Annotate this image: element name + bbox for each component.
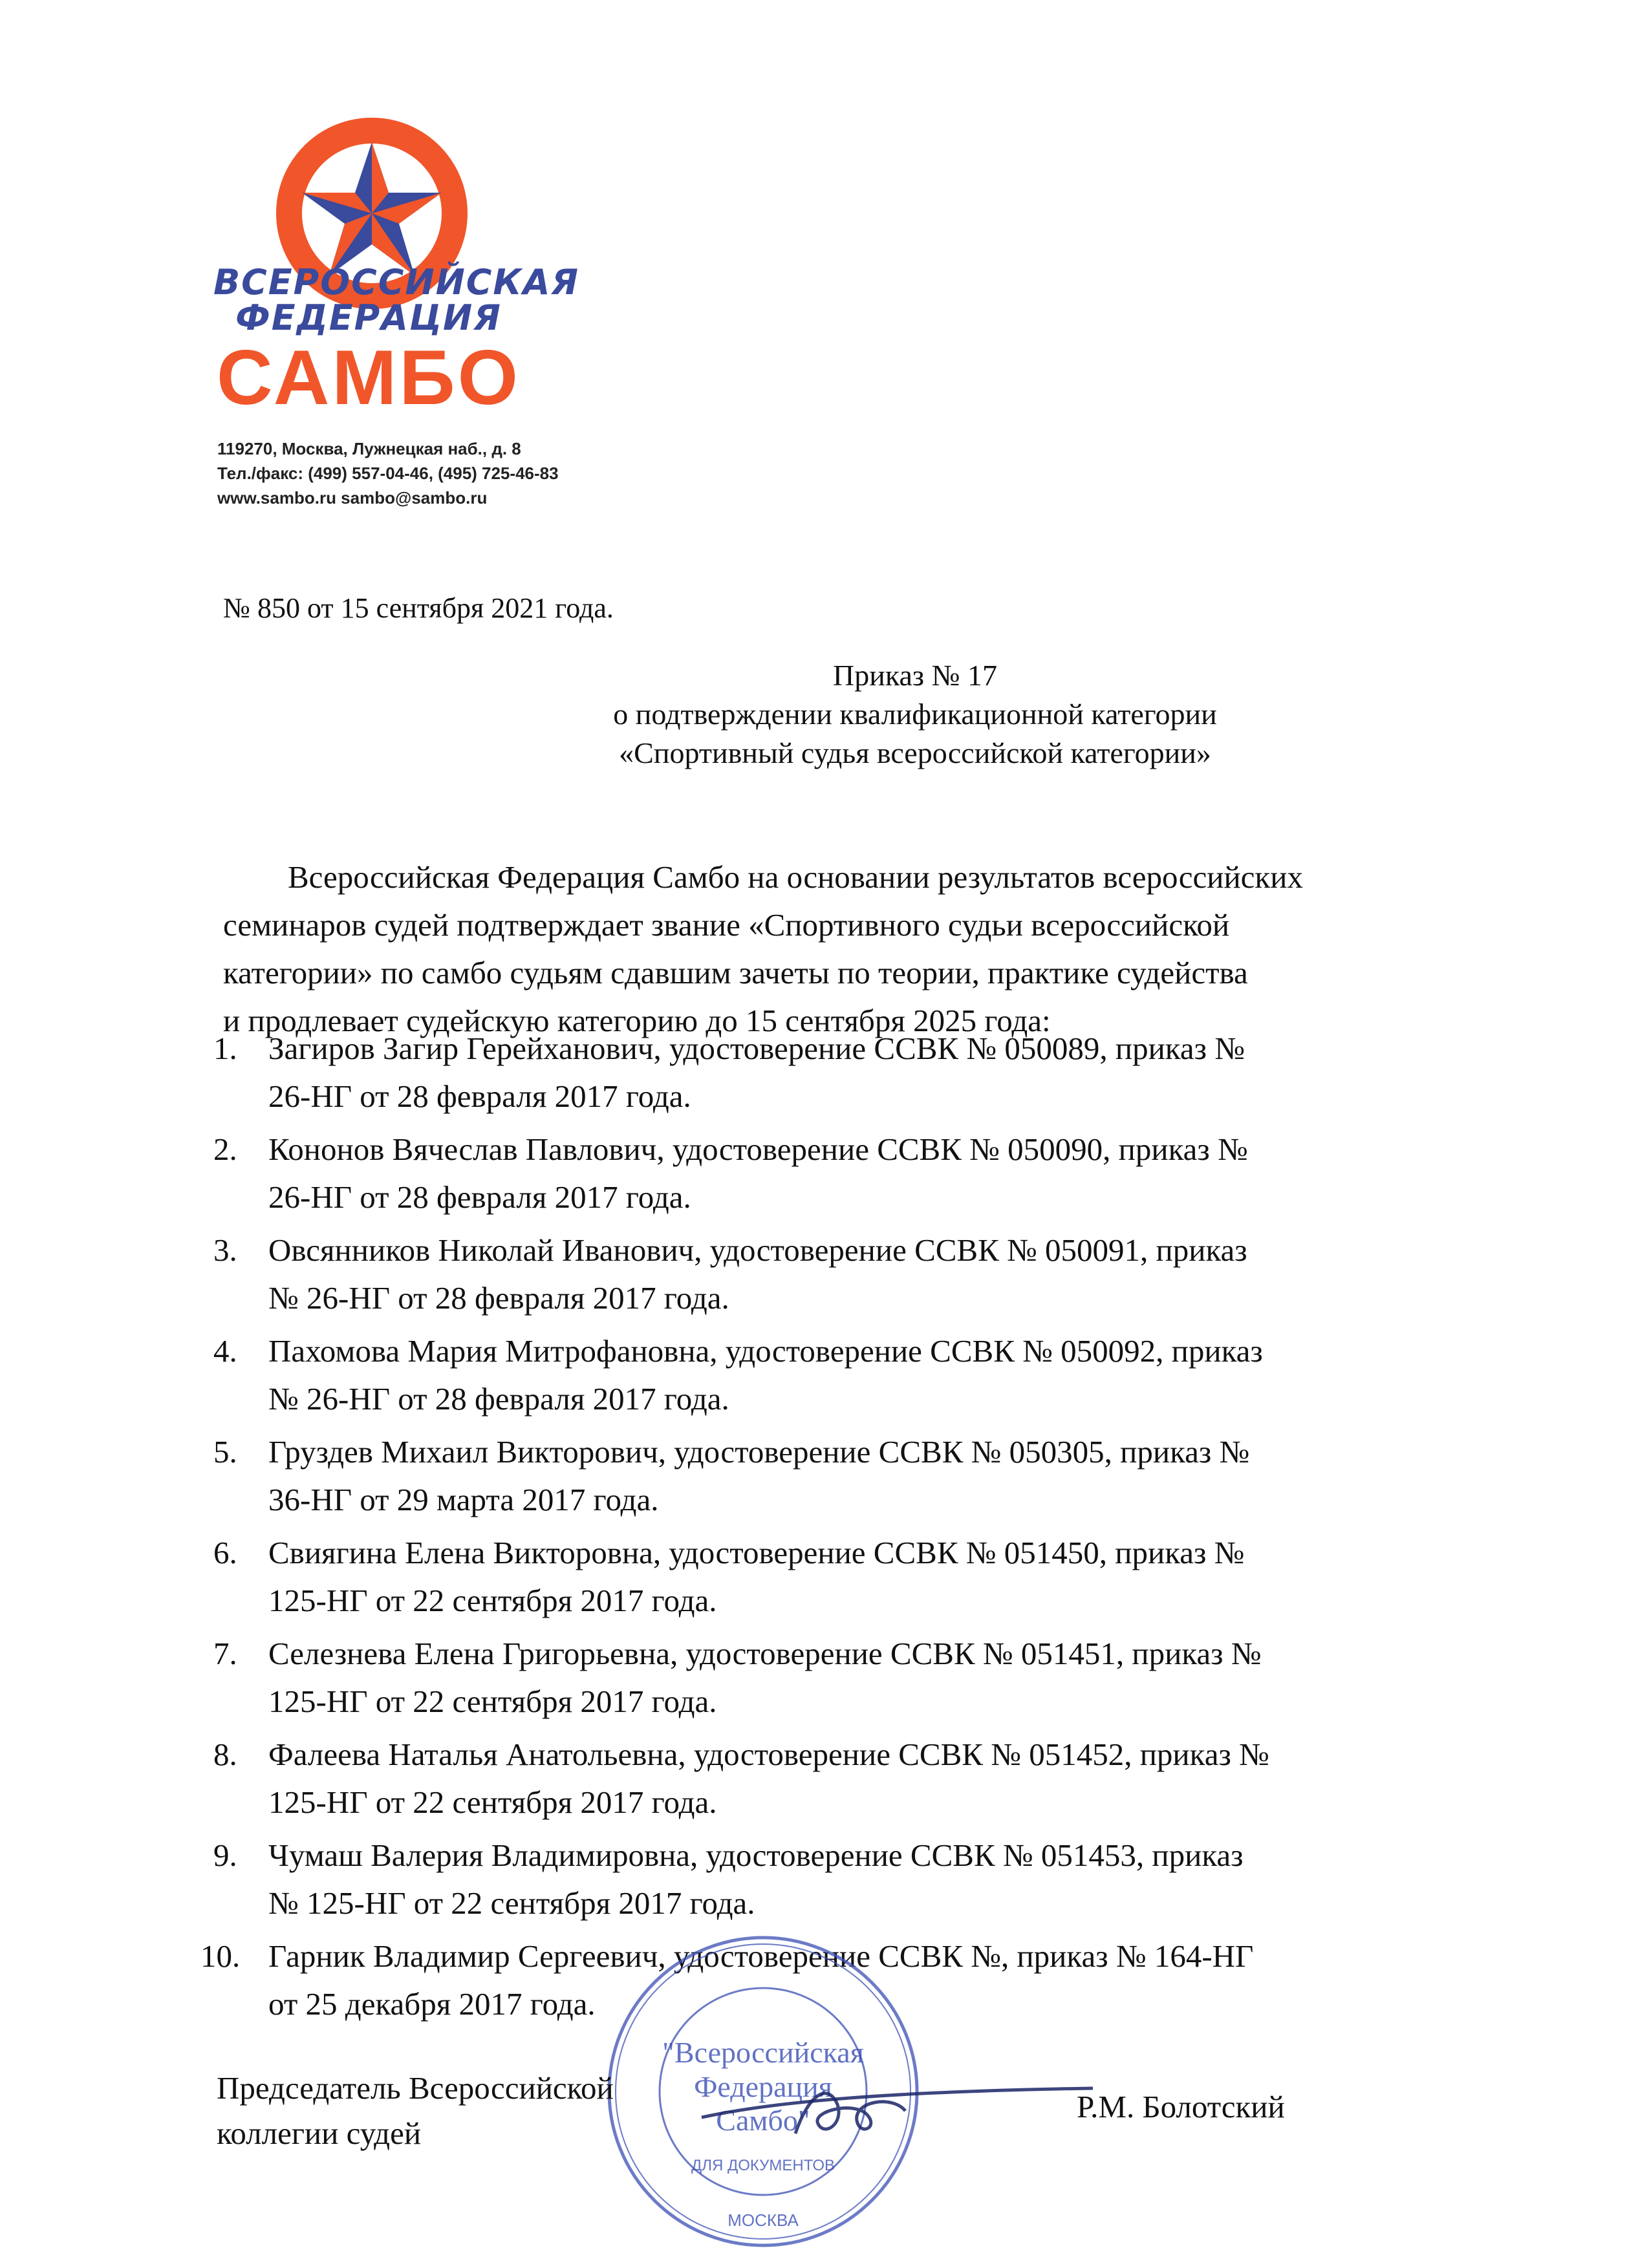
list-item <box>207 1327 1494 1428</box>
order-subject-2: «Спортивный судья всероссийской категории» <box>619 736 1211 769</box>
list-item <box>207 1226 1494 1327</box>
web-email: www.sambo.ru sambo@sambo.ru <box>217 488 488 508</box>
item-number: 5. <box>213 1434 237 1470</box>
judges-list <box>200 1025 1494 2033</box>
signatory-name: Р.М. Болотский <box>1077 2089 1285 2124</box>
stamp-bottom: ДЛЯ ДОКУМЕНТОВ <box>691 2157 835 2174</box>
item-number: 2. <box>213 1131 237 1167</box>
item-number: 3. <box>213 1232 237 1268</box>
item-line-2: 125-НГ от 22 сентября 2017 года. <box>268 1684 717 1719</box>
item-line-2: № 26-НГ от 28 февраля 2017 года. <box>268 1280 729 1316</box>
list-item <box>207 1832 1494 1932</box>
item-number: 4. <box>213 1333 237 1369</box>
stamp-center-1: "Всероссийская <box>662 2036 864 2069</box>
item-line-1: Гарник Владимир Сергеевич, удостоверение ССВК №, приказ № 164-НГ <box>268 1938 1254 1974</box>
stamp-center-2: Федерация <box>694 2070 832 2103</box>
order-title: Приказ № 17 <box>833 659 997 692</box>
item-line-1: Свиягина Елена Викторовна, удостоверение ССВК № 051450, приказ № <box>268 1535 1245 1570</box>
order-heading <box>0 656 1649 773</box>
item-line-2: 26-НГ от 28 февраля 2017 года. <box>268 1078 691 1114</box>
item-number: 6. <box>213 1535 237 1570</box>
logo-sambo: САМБО <box>217 334 521 421</box>
item-line-2: № 125-НГ от 22 сентября 2017 года. <box>268 1885 755 1921</box>
item-line-1: Селезнева Елена Григорьевна, удостоверение ССВК № 051451, приказ № <box>268 1636 1262 1671</box>
logo-line-2: ФЕДЕРАЦИЯ <box>235 297 502 338</box>
item-line-1: Фалеева Наталья Анатольевна, удостоверение ССВК № 051452, приказ № <box>268 1737 1269 1772</box>
role-line-1: Председатель Всероссийской <box>217 2070 614 2106</box>
order-subject-1: о подтверждении квалификационной категории <box>613 698 1217 731</box>
phone: Тел./факс: (499) 557-04-46, (495) 725-46-83 <box>217 464 559 483</box>
item-line-1: Пахомова Мария Митрофановна, удостоверение ССВК № 050092, приказ <box>268 1333 1263 1369</box>
list-item <box>207 1025 1494 1126</box>
item-number: 1. <box>213 1031 237 1066</box>
list-item <box>207 1529 1494 1630</box>
item-line-1: Загиров Загир Герейханович, удостоверение ССВК № 050089, приказ № <box>268 1031 1245 1066</box>
item-line-2: 125-НГ от 22 сентября 2017 года. <box>268 1784 717 1820</box>
body-line-4: и продлевает судейскую категорию до 15 сентября 2025 года: <box>223 1003 1051 1038</box>
logo-line-1: ВСЕРОССИЙСКАЯ <box>213 262 579 303</box>
role-line-2: коллегии судей <box>217 2115 422 2151</box>
stamp-center-3: Самбо" <box>716 2104 810 2137</box>
item-line-2: 36-НГ от 29 марта 2017 года. <box>268 1482 659 1517</box>
list-item <box>207 1126 1494 1226</box>
handwritten-signature <box>698 2056 1099 2146</box>
item-line-1: Чумаш Валерия Владимировна, удостоверение ССВК № 051453, приказ <box>268 1837 1244 1873</box>
item-number: 8. <box>213 1737 237 1772</box>
signatory-role <box>217 2066 614 2156</box>
body-paragraph <box>223 853 1484 1045</box>
stamp-ring-text <box>618 2088 634 2091</box>
address: 119270, Москва, Лужнецкая наб., д. 8 <box>217 439 521 458</box>
stamp-city: МОСКВА <box>727 2210 799 2230</box>
body-line-1: Всероссийская Федерация Самбо на основании результатов всероссийских <box>288 859 1303 895</box>
item-line-2: 26-НГ от 28 февраля 2017 года. <box>268 1179 691 1215</box>
item-number: 9. <box>213 1837 237 1873</box>
list-item <box>207 1428 1494 1529</box>
list-item <box>207 1630 1494 1731</box>
item-line-2: 125-НГ от 22 сентября 2017 года. <box>268 1583 717 1618</box>
contact-block <box>217 436 559 510</box>
body-line-3: категории» по самбо судьям сдавшим зачеты по теории, практике судейства <box>223 955 1248 990</box>
body-line-2: семинаров судей подтверждает звание «Спортивного судьи всероссийской <box>223 907 1230 943</box>
item-number: 10. <box>200 1938 241 1974</box>
item-line-1: Груздев Михаил Викторович, удостоверение ССВК № 050305, приказ № <box>268 1434 1250 1470</box>
item-line-1: Кононов Вячеслав Павлович, удостоверение ССВК № 050090, приказ № <box>268 1131 1248 1167</box>
item-line-1: Овсянников Николай Иванович, удостоверение ССВК № 050091, приказ <box>268 1232 1247 1268</box>
document-number: № 850 от 15 сентября 2021 года. <box>223 592 614 624</box>
item-number: 7. <box>213 1636 237 1671</box>
item-line-2: от 25 декабря 2017 года. <box>268 1986 596 2022</box>
list-item <box>207 1731 1494 1832</box>
item-line-2: № 26-НГ от 28 февраля 2017 года. <box>268 1381 729 1417</box>
